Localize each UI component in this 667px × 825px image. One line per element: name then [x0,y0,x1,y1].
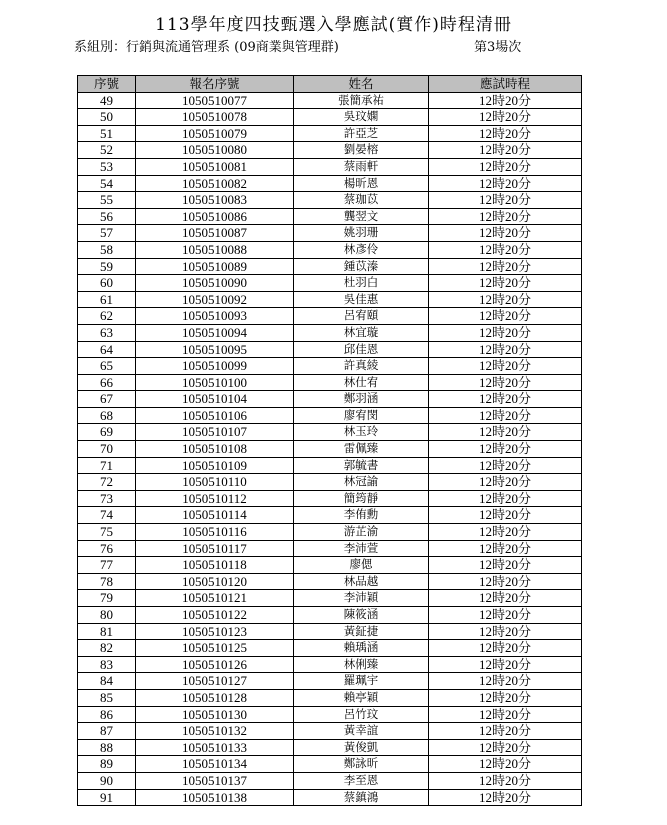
cell-time: 12時20分 [429,490,582,507]
cell-time: 12時20分 [429,391,582,408]
schedule-table [77,75,582,806]
table-row [78,158,582,175]
table-row [78,208,582,225]
cell-name: 雷佩臻 [294,441,429,458]
table-row [78,656,582,673]
cell-name: 林彥伶 [294,241,429,258]
table-row [78,391,582,408]
cell-reg-no: 1050510107 [136,424,294,441]
cell-reg-no: 1050510132 [136,723,294,740]
table-row [78,739,582,756]
cell-seq: 82 [78,640,136,657]
table-row [78,407,582,424]
table-row [78,92,582,109]
session-label: 第3場次 [474,40,522,55]
table-row [78,723,582,740]
cell-name: 李侑勳 [294,507,429,524]
table-row [78,640,582,657]
cell-reg-no: 1050510130 [136,706,294,723]
cell-seq: 50 [78,109,136,126]
cell-seq: 49 [78,92,136,109]
cell-name: 鄭詠昕 [294,756,429,773]
cell-time: 12時20分 [429,441,582,458]
cell-seq: 74 [78,507,136,524]
cell-name: 林玉玲 [294,424,429,441]
cell-time: 12時20分 [429,208,582,225]
table-row [78,192,582,209]
cell-name: 黃鉦捷 [294,623,429,640]
cell-seq: 57 [78,225,136,242]
cell-time: 12時20分 [429,158,582,175]
cell-time: 12時20分 [429,723,582,740]
cell-name: 許真綾 [294,358,429,375]
cell-reg-no: 1050510077 [136,92,294,109]
cell-time: 12時20分 [429,457,582,474]
cell-reg-no: 1050510104 [136,391,294,408]
cell-seq: 85 [78,689,136,706]
cell-time: 12時20分 [429,524,582,541]
cell-seq: 71 [78,457,136,474]
cell-name: 呂宥頤 [294,308,429,325]
cell-reg-no: 1050510083 [136,192,294,209]
cell-reg-no: 1050510126 [136,656,294,673]
table-header-row [78,76,582,93]
cell-time: 12時20分 [429,341,582,358]
table-row [78,341,582,358]
cell-time: 12時20分 [429,374,582,391]
cell-time: 12時20分 [429,590,582,607]
table-row [78,424,582,441]
table-row [78,689,582,706]
cell-time: 12時20分 [429,358,582,375]
cell-seq: 75 [78,524,136,541]
column-header-time: 應試時程 [429,76,582,93]
cell-name: 李沛穎 [294,590,429,607]
cell-time: 12時20分 [429,125,582,142]
cell-reg-no: 1050510108 [136,441,294,458]
cell-reg-no: 1050510123 [136,623,294,640]
table-row [78,623,582,640]
table-row [78,175,582,192]
cell-reg-no: 1050510112 [136,490,294,507]
cell-time: 12時20分 [429,623,582,640]
cell-time: 12時20分 [429,474,582,491]
cell-name: 許亞芝 [294,125,429,142]
cell-reg-no: 1050510099 [136,358,294,375]
cell-seq: 79 [78,590,136,607]
cell-seq: 55 [78,192,136,209]
table-row [78,507,582,524]
cell-reg-no: 1050510088 [136,241,294,258]
cell-seq: 56 [78,208,136,225]
table-row [78,706,582,723]
cell-reg-no: 1050510128 [136,689,294,706]
table-row [78,540,582,557]
table-row [78,441,582,458]
cell-seq: 81 [78,623,136,640]
cell-seq: 54 [78,175,136,192]
cell-seq: 83 [78,656,136,673]
cell-time: 12時20分 [429,507,582,524]
cell-seq: 76 [78,540,136,557]
cell-name: 張簡承祐 [294,92,429,109]
cell-seq: 77 [78,557,136,574]
cell-name: 李沛萱 [294,540,429,557]
cell-seq: 87 [78,723,136,740]
cell-time: 12時20分 [429,291,582,308]
cell-seq: 73 [78,490,136,507]
table-row [78,358,582,375]
cell-seq: 78 [78,573,136,590]
cell-seq: 58 [78,241,136,258]
cell-seq: 88 [78,739,136,756]
cell-reg-no: 1050510090 [136,275,294,292]
cell-reg-no: 1050510121 [136,590,294,607]
department-label: 系組別：行銷與流通管理系 (09商業與管理群) [74,40,339,55]
table-row [78,789,582,806]
cell-reg-no: 1050510087 [136,225,294,242]
cell-name: 廖宥閔 [294,407,429,424]
cell-seq: 51 [78,125,136,142]
cell-reg-no: 1050510110 [136,474,294,491]
cell-name: 林冠諭 [294,474,429,491]
cell-name: 楊昕恩 [294,175,429,192]
cell-seq: 65 [78,358,136,375]
cell-name: 李至恩 [294,772,429,789]
cell-seq: 89 [78,756,136,773]
cell-reg-no: 1050510122 [136,607,294,624]
cell-seq: 84 [78,673,136,690]
cell-name: 林品越 [294,573,429,590]
cell-name: 林宜璇 [294,324,429,341]
table-row [78,490,582,507]
cell-reg-no: 1050510081 [136,158,294,175]
cell-seq: 60 [78,275,136,292]
cell-name: 杜羽白 [294,275,429,292]
cell-reg-no: 1050510117 [136,540,294,557]
table-row [78,275,582,292]
cell-time: 12時20分 [429,258,582,275]
cell-name: 吳玟嫻 [294,109,429,126]
cell-time: 12時20分 [429,241,582,258]
cell-seq: 52 [78,142,136,159]
cell-time: 12時20分 [429,192,582,209]
cell-time: 12時20分 [429,557,582,574]
cell-time: 12時20分 [429,275,582,292]
cell-time: 12時20分 [429,656,582,673]
cell-time: 12時20分 [429,308,582,325]
cell-reg-no: 1050510134 [136,756,294,773]
cell-reg-no: 1050510137 [136,772,294,789]
cell-name: 林俐臻 [294,656,429,673]
cell-reg-no: 1050510089 [136,258,294,275]
cell-seq: 91 [78,789,136,806]
table-row [78,225,582,242]
cell-reg-no: 1050510106 [136,407,294,424]
cell-time: 12時20分 [429,739,582,756]
cell-time: 12時20分 [429,142,582,159]
table-row [78,258,582,275]
cell-name: 鍾苡溱 [294,258,429,275]
cell-reg-no: 1050510092 [136,291,294,308]
cell-time: 12時20分 [429,772,582,789]
cell-seq: 62 [78,308,136,325]
cell-name: 羅珮宇 [294,673,429,690]
cell-name: 黃幸誼 [294,723,429,740]
cell-seq: 72 [78,474,136,491]
table-row [78,142,582,159]
cell-name: 吳佳惠 [294,291,429,308]
cell-name: 劉晏榕 [294,142,429,159]
cell-name: 蔡珈苡 [294,192,429,209]
table-row [78,324,582,341]
cell-seq: 67 [78,391,136,408]
cell-time: 12時20分 [429,92,582,109]
cell-time: 12時20分 [429,573,582,590]
cell-time: 12時20分 [429,789,582,806]
cell-seq: 59 [78,258,136,275]
table-row [78,590,582,607]
cell-time: 12時20分 [429,109,582,126]
table-row [78,573,582,590]
cell-time: 12時20分 [429,756,582,773]
cell-name: 蔡雨軒 [294,158,429,175]
cell-reg-no: 1050510093 [136,308,294,325]
table-row [78,524,582,541]
cell-name: 呂竹玟 [294,706,429,723]
cell-reg-no: 1050510100 [136,374,294,391]
cell-name: 蔡鎮鴻 [294,789,429,806]
cell-seq: 90 [78,772,136,789]
table-row [78,308,582,325]
cell-time: 12時20分 [429,540,582,557]
cell-name: 簡筠靜 [294,490,429,507]
cell-time: 12時20分 [429,424,582,441]
cell-reg-no: 1050510078 [136,109,294,126]
table-row [78,109,582,126]
table-row [78,756,582,773]
cell-reg-no: 1050510079 [136,125,294,142]
page-title: 113學年度四技甄選入學應試(實作)時程清冊 [155,15,512,35]
cell-name: 郭毓書 [294,457,429,474]
cell-time: 12時20分 [429,407,582,424]
cell-name: 姚羽珊 [294,225,429,242]
cell-seq: 80 [78,607,136,624]
cell-name: 賴亭穎 [294,689,429,706]
table-row [78,241,582,258]
cell-reg-no: 1050510080 [136,142,294,159]
cell-name: 邱佳恩 [294,341,429,358]
table-row [78,772,582,789]
cell-reg-no: 1050510086 [136,208,294,225]
cell-seq: 53 [78,158,136,175]
cell-reg-no: 1050510094 [136,324,294,341]
cell-reg-no: 1050510114 [136,507,294,524]
table-row [78,673,582,690]
cell-reg-no: 1050510116 [136,524,294,541]
cell-seq: 63 [78,324,136,341]
cell-time: 12時20分 [429,175,582,192]
cell-time: 12時20分 [429,689,582,706]
table-row [78,125,582,142]
table-row [78,374,582,391]
cell-seq: 86 [78,706,136,723]
cell-name: 黃俊凱 [294,739,429,756]
cell-time: 12時20分 [429,324,582,341]
cell-name: 林仕宥 [294,374,429,391]
cell-name: 廖偲 [294,557,429,574]
cell-name: 鄭羽涵 [294,391,429,408]
table-row [78,557,582,574]
cell-seq: 64 [78,341,136,358]
cell-name: 陳筱涵 [294,607,429,624]
cell-seq: 70 [78,441,136,458]
cell-name: 龔翌文 [294,208,429,225]
cell-time: 12時20分 [429,673,582,690]
cell-time: 12時20分 [429,706,582,723]
table-row [78,291,582,308]
cell-seq: 69 [78,424,136,441]
column-header-name: 姓名 [294,76,429,93]
cell-reg-no: 1050510120 [136,573,294,590]
cell-reg-no: 1050510138 [136,789,294,806]
cell-reg-no: 1050510127 [136,673,294,690]
cell-name: 賴瑀涵 [294,640,429,657]
cell-time: 12時20分 [429,640,582,657]
table-row [78,607,582,624]
table-row [78,474,582,491]
cell-time: 12時20分 [429,225,582,242]
column-header-reg-no: 報名序號 [136,76,294,93]
table-row [78,457,582,474]
cell-seq: 66 [78,374,136,391]
cell-reg-no: 1050510082 [136,175,294,192]
cell-reg-no: 1050510095 [136,341,294,358]
cell-reg-no: 1050510118 [136,557,294,574]
cell-seq: 68 [78,407,136,424]
column-header-seq: 序號 [78,76,136,93]
cell-reg-no: 1050510125 [136,640,294,657]
cell-time: 12時20分 [429,607,582,624]
cell-reg-no: 1050510109 [136,457,294,474]
cell-seq: 61 [78,291,136,308]
cell-reg-no: 1050510133 [136,739,294,756]
cell-name: 游芷渝 [294,524,429,541]
